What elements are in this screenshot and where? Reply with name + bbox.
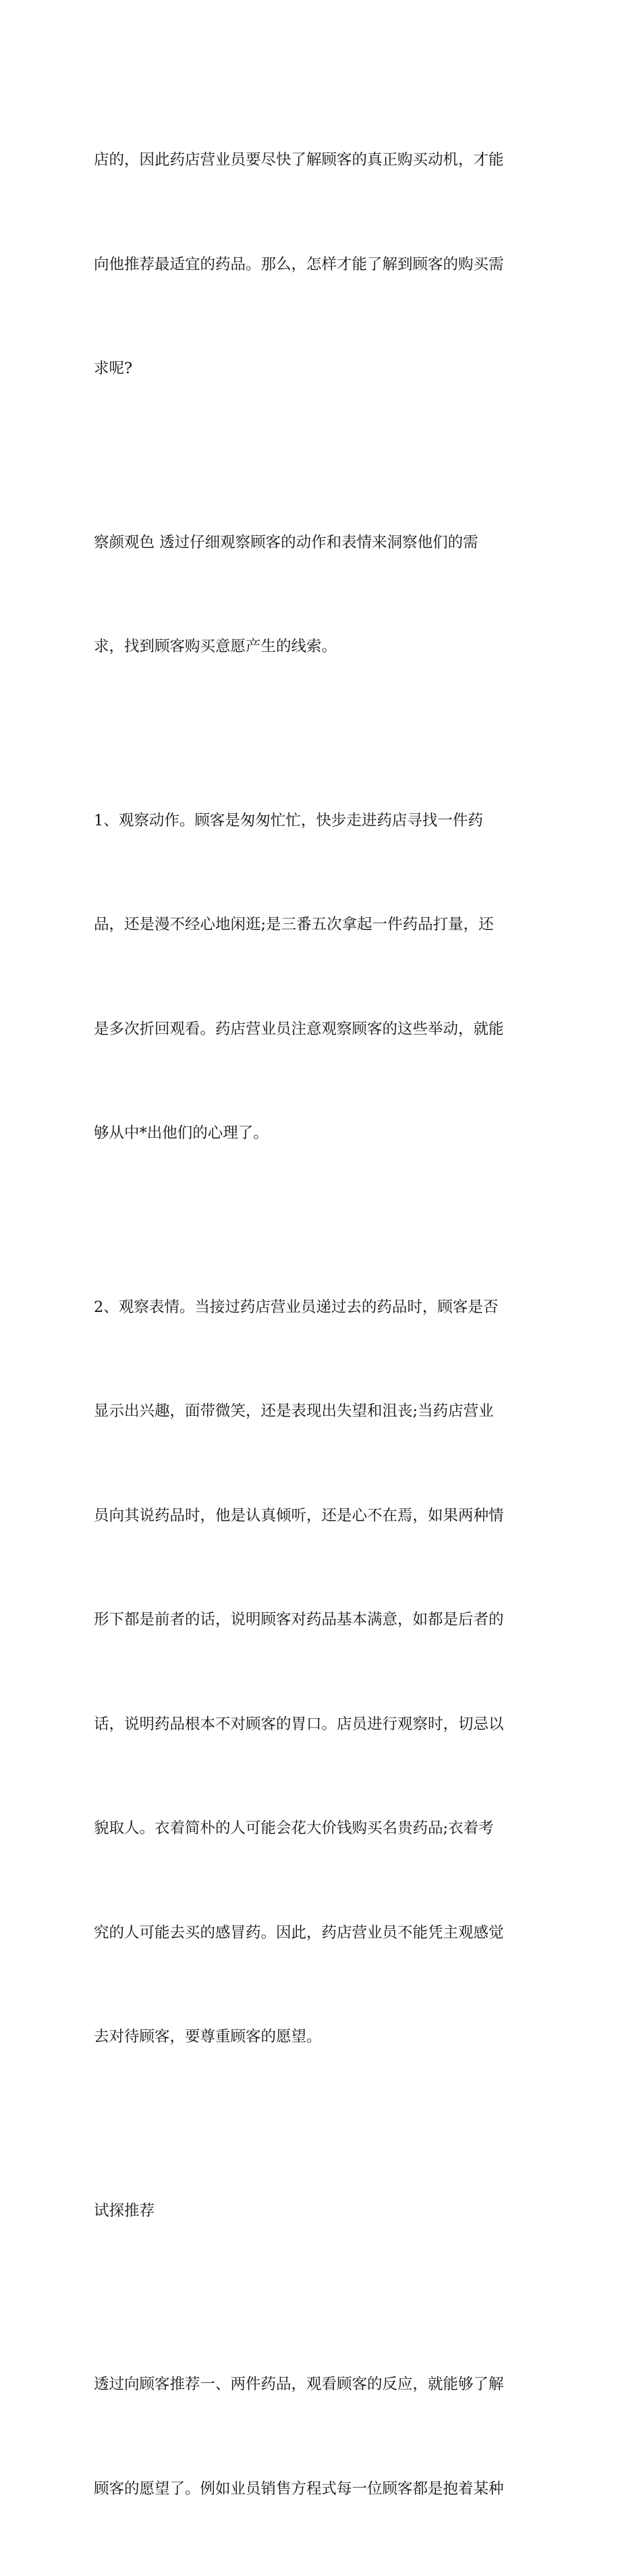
section-heading-trial-recommend — [94, 2125, 553, 2299]
document-body — [94, 74, 553, 2576]
paragraph-observe-actions — [94, 734, 553, 1221]
text-line: 显示出兴趣，面带微笑，还是表现出失望和沮丧;当药店营业 — [94, 1402, 494, 1420]
paragraph-purchase-motive — [94, 74, 553, 456]
paragraph-trial-recommend — [94, 2298, 553, 2576]
paragraph-observe-expression — [94, 456, 553, 734]
text-line: 话，说明药品根本不对顾客的胃口。店员进行观察时，切忌以 — [94, 1715, 504, 1733]
paragraph-observe-face — [94, 1221, 553, 2125]
text-line: 品，还是漫不经心地闲逛;是三番五次拿起一件药品打量，还 — [94, 916, 494, 933]
text-line: 是多次折回观看。药店营业员注意观察顾客的这些举动，就能 — [94, 1020, 504, 1038]
text-line: 店的，因此药店营业员要尽快了解顾客的真正购买动机，才能 — [94, 151, 504, 169]
text-line: 2、观察表情。当接过药店营业员递过去的药品时，顾客是否 — [94, 1298, 499, 1316]
text-line: 够从中*出他们的心理了。 — [94, 1124, 269, 1142]
heading-line: 试探推荐 — [94, 2201, 155, 2220]
text-line: 究的人可能去买的感冒药。因此，药店营业员不能凭主观感觉 — [94, 1923, 504, 1942]
text-line: 形下都是前者的话，说明顾客对药品基本满意，如都是后者的 — [94, 1611, 504, 1628]
text-line: 透过向顾客推荐一、两件药品，观看顾客的反应，就能够了解 — [94, 2376, 504, 2393]
text-line: 求呢? — [94, 360, 133, 377]
text-line: 员向其说药品时，他是认真倾听，还是心不在焉，如果两种情 — [94, 1506, 504, 1525]
text-line: 顾客的愿望了。例如业员销售方程式每一位顾客都是抱着某种 — [94, 2479, 504, 2498]
text-line: 貌取人。衣着简朴的人可能会花大价钱购买名贵药品;衣着考 — [94, 1819, 494, 1837]
text-line: 1、观察动作。顾客是匆匆忙忙，快步走进药店寻找一件药 — [94, 811, 483, 829]
text-line: 去对待顾客，要尊重顾客的愿望。 — [94, 2028, 322, 2046]
text-line: 向他推荐最适宜的药品。那么，怎样才能了解到顾客的购买需 — [94, 255, 504, 273]
text-line: 求，找到顾客购买意愿产生的线索。 — [94, 638, 337, 655]
text-line: 察颜观色 透过仔细观察顾客的动作和表情来洞察他们的需 — [94, 533, 478, 551]
